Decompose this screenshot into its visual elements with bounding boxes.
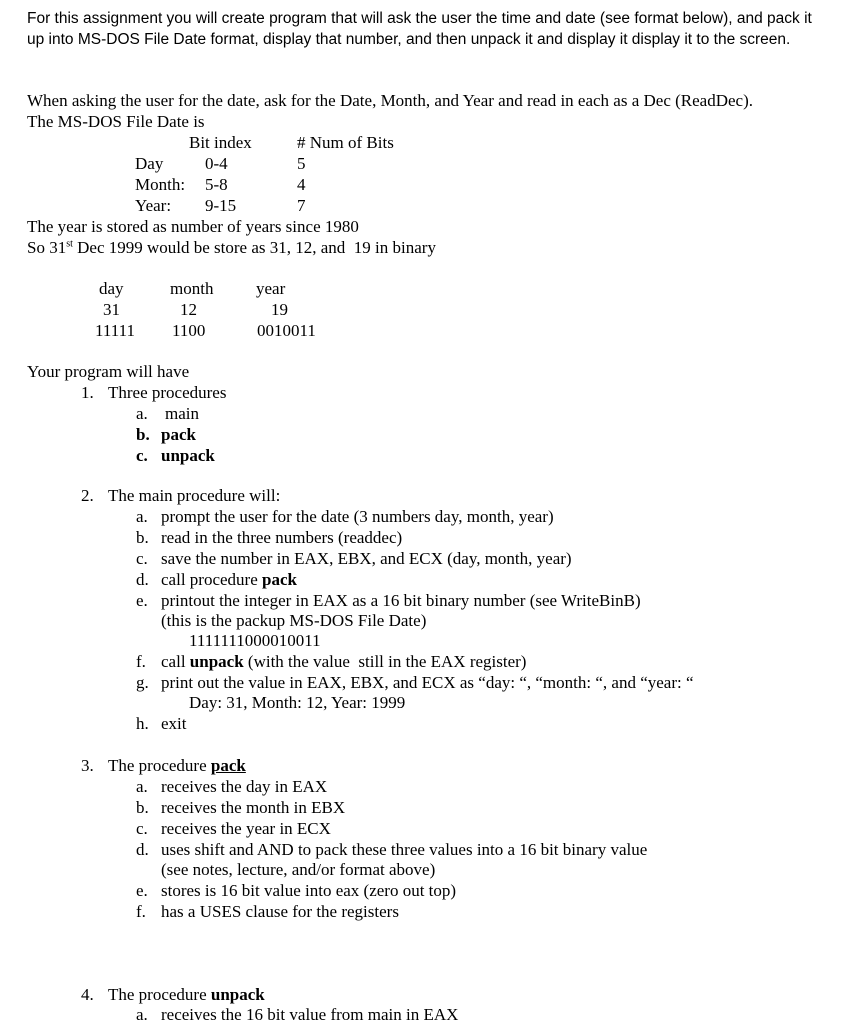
list-subitem-text: receives the day in EAX	[161, 777, 328, 796]
bit-table-row-label: Day	[135, 154, 164, 173]
binary-table-value: 31	[103, 300, 120, 319]
bit-table-row-label: Month:	[135, 175, 186, 194]
year-note: The year is stored as number of years since 1980	[27, 217, 359, 236]
list-letter: h.	[136, 714, 149, 733]
list-subitem-continuation: (see notes, lecture, and/or format above)	[161, 860, 436, 879]
list-subitem-text: call unpack (with the value still in the EAX register)	[161, 652, 527, 671]
list-letter: a.	[136, 777, 148, 796]
binary-table-bits: 1100	[172, 321, 206, 340]
bit-table-header-bits: # Num of Bits	[297, 133, 394, 152]
asking-line-1: When asking the user for the date, ask for the Date, Month, and Year and read in each as a Dec (ReadDec).	[27, 91, 753, 110]
binary-table-bits: 11111	[95, 321, 135, 340]
bit-table-row-bits: 5	[297, 154, 306, 173]
list-letter: c.	[136, 549, 148, 568]
list-letter: b.	[136, 425, 150, 444]
list-letter: e.	[136, 591, 148, 610]
list-subitem-text: pack	[161, 425, 196, 444]
bit-table-row-index: 9-15	[205, 196, 237, 215]
list-number: 4.	[81, 985, 94, 1004]
list-subitem-continuation: (this is the packup MS-DOS File Date)	[161, 611, 427, 630]
list-number: 2.	[81, 486, 94, 505]
list-letter: c.	[136, 819, 148, 838]
list-subitem-text: save the number in EAX, EBX, and ECX (day, month, year)	[161, 549, 572, 568]
list-subitem-text: has a USES clause for the registers	[161, 902, 399, 921]
list-letter: b.	[136, 798, 149, 817]
list-item-text: Three procedures	[108, 383, 227, 402]
list-item-text: The procedure pack	[108, 756, 246, 775]
list-subitem-text: call procedure pack	[161, 570, 297, 589]
example-line: So 31st Dec 1999 would be store as 31, 12, and 19 in binary	[27, 238, 436, 257]
binary-table-bits: 0010011	[257, 321, 316, 340]
list-subitem-text: stores is 16 bit value into eax (zero out top)	[161, 881, 457, 900]
bit-table-row-label: Year:	[135, 196, 172, 215]
list-letter: d.	[136, 840, 149, 859]
binary-output-example: 1111111000010011	[189, 631, 321, 650]
list-letter: f.	[136, 902, 146, 921]
list-letter: g.	[136, 673, 149, 692]
list-subitem-text: receives the 16 bit value from main in EAX	[161, 1005, 459, 1024]
list-letter: a.	[136, 507, 148, 526]
list-letter: d.	[136, 570, 149, 589]
list-letter: e.	[136, 881, 148, 900]
list-number: 1.	[81, 383, 94, 402]
list-subitem-text: receives the month in EBX	[161, 798, 346, 817]
binary-table-header: year	[256, 279, 286, 298]
list-subitem-text: uses shift and AND to pack these three values into a 16 bit binary value	[161, 840, 648, 859]
list-letter: f.	[136, 652, 146, 671]
list-subitem-text: read in the three numbers (readdec)	[161, 528, 403, 547]
list-subitem-text: exit	[161, 714, 187, 733]
program-intro: Your program will have	[27, 362, 190, 381]
asking-line-2: The MS-DOS File Date is	[27, 112, 205, 131]
list-subitem-text: print out the value in EAX, EBX, and ECX as “day: “, “month: “, and “year: “	[161, 673, 694, 692]
bit-table-row-index: 5-8	[205, 175, 228, 194]
list-letter: b.	[136, 528, 149, 547]
list-subitem-text: printout the integer in EAX as a 16 bit binary number (see WriteBinB)	[161, 591, 641, 610]
intro-paragraph: For this assignment you will create program that will ask the user the time and date (see format below), and pack it up into MS-DOS File Date format, display that number, and then unpack it and display it display it to the screen.	[27, 10, 812, 48]
list-subitem-text: receives the year in ECX	[161, 819, 331, 838]
list-item-text: The main procedure will:	[108, 486, 281, 505]
binary-table-value: 12	[180, 300, 197, 319]
list-number: 3.	[81, 756, 94, 775]
binary-table-header: month	[170, 279, 214, 298]
list-subitem-text: main	[165, 404, 199, 423]
list-letter: c.	[136, 446, 148, 465]
list-letter: a.	[136, 404, 148, 423]
bit-table-header-index: Bit index	[189, 133, 252, 152]
bit-table-row-bits: 4	[297, 175, 306, 194]
binary-table-header: day	[99, 279, 124, 298]
date-output-example: Day: 31, Month: 12, Year: 1999	[189, 693, 406, 712]
list-subitem-text: unpack	[161, 446, 215, 465]
list-subitem-text: prompt the user for the date (3 numbers day, month, year)	[161, 507, 554, 526]
bit-table-row-index: 0-4	[205, 154, 228, 173]
list-item-text: The procedure unpack	[108, 985, 265, 1004]
list-letter: a.	[136, 1005, 148, 1024]
binary-table-value: 19	[271, 300, 288, 319]
bit-table-row-bits: 7	[297, 196, 306, 215]
